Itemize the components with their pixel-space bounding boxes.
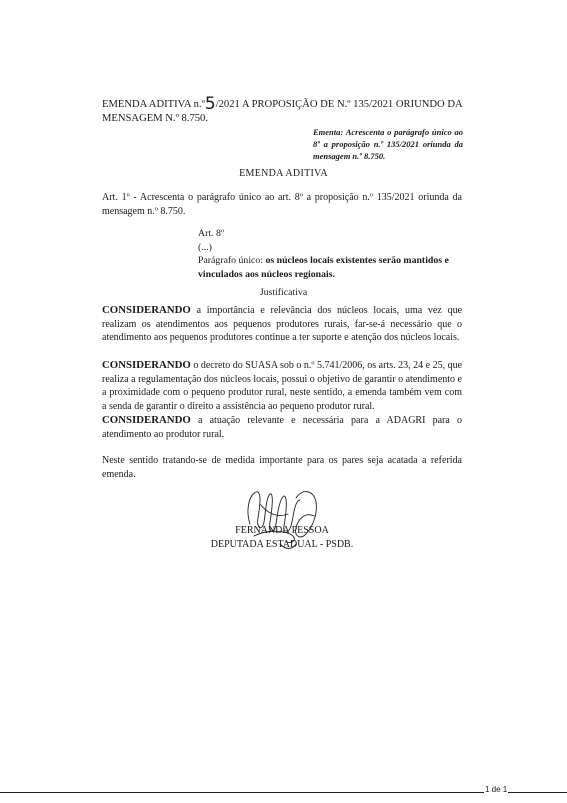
ementa: [313, 126, 463, 162]
article-8-heading: Art. 8º: [198, 228, 224, 239]
considerando-text: a importância e relevância dos núcleos locais, uma vez que realizam os atendimentos aos pequenos produtores rurais, far-se-á necessário que o atendimento aos pequenos produtores continue a ter suporte e atenção dos núcleos locais.: [102, 305, 463, 343]
justification-title: Justificativa: [259, 287, 308, 298]
footer-divider: [0, 792, 567, 793]
ementa-label: Ementa:: [313, 127, 344, 137]
handwritten-number: 5: [204, 94, 216, 114]
signer-name: FERNANDA PESSOA: [235, 525, 329, 536]
signer-block: [197, 524, 367, 552]
ementa-text: Acrescenta o parágrafo único ao 8º a proposição n.º 135/2021 oriunda da mensagem n.º 8.750.: [313, 127, 463, 161]
signer-role: DEPUTADA ESTADUAL - PSDB.: [210, 539, 354, 550]
considerando-1: [102, 304, 462, 345]
conclusion: Neste sentido tratando-se de medida importante para os pares seja acatada a referida emenda.: [102, 455, 462, 480]
considerando-keyword: CONSIDERANDO: [102, 304, 191, 316]
considerando-3: [102, 414, 462, 441]
considerando-text: a atuação relevante e necessária para a ADAGRI para o atendimento ao produtor rural.: [102, 415, 462, 440]
paragraph-text: os núcleos locais existentes serão mantidos e vinculados aos núcleos regionais.: [198, 255, 449, 280]
header-suffix: /2021 A PROPOSIÇÃO DE N.º 135/2021 ORIUNDO DA MENSAGEM N.º 8.750.: [102, 99, 463, 124]
considerando-text: o decreto do SUASA sob o n.º 5.741/2006, os arts. 23, 24 e 25, que realiza a regulamentação dos núcleos locais, possui o objetivo de garantir o atendimento e a proximidade com o pequeno produtor rural, neste sentido, a emenda também vem com a senda de garantir o direito a assistência ao pequeno produtor rural.: [102, 360, 463, 412]
article-1: Art. 1º - Acrescenta o parágrafo único ao art. 8º a proposição n.º 135/2021 oriunda da mensagem n.º 8.750.: [102, 192, 462, 217]
article-8-block: [198, 227, 466, 281]
paragraph-label: Parágrafo único:: [198, 255, 264, 266]
considerando-keyword: CONSIDERANDO: [102, 414, 191, 426]
document-title: EMENDA ADITIVA: [239, 168, 328, 179]
amendment-header: [102, 94, 472, 126]
article-8-ellipsis: (...): [198, 241, 212, 253]
page-number: 1 de 1: [485, 785, 508, 794]
considerando-2: [102, 359, 462, 413]
considerando-keyword: CONSIDERANDO: [102, 359, 191, 371]
article-8-paragraph: [198, 254, 466, 281]
header-prefix: EMENDA ADITIVA n.º: [102, 99, 205, 110]
